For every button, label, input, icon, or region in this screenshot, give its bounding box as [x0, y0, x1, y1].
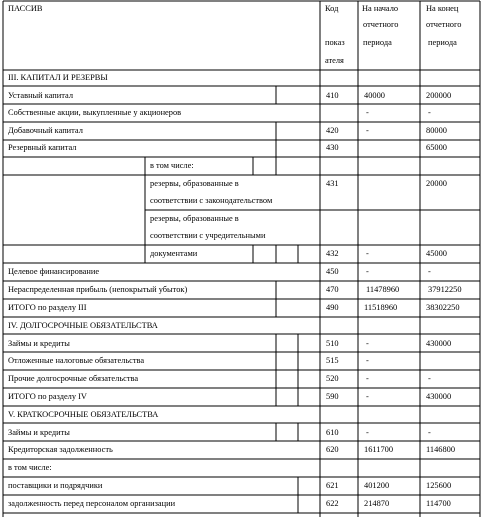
- header-start-3: периода: [363, 38, 392, 47]
- row-code: 410: [326, 91, 339, 100]
- row-end: 37912250: [428, 285, 462, 294]
- row-label: Займы и кредиты: [8, 428, 70, 437]
- row-code: 420: [326, 126, 339, 135]
- row-label-line-1: резервы, образованные в: [150, 179, 239, 188]
- row-code: 431: [326, 179, 339, 188]
- row-end: 45000: [426, 249, 447, 258]
- row-end: 65000: [426, 143, 447, 152]
- row-label: задолженность перед персоналом организации: [8, 499, 176, 508]
- row-end: 20000: [426, 179, 447, 188]
- header-code-3: ателя: [325, 56, 344, 65]
- row-end: -: [428, 108, 431, 117]
- row-start: -: [366, 428, 369, 437]
- row-start: 214870: [364, 499, 390, 508]
- row-label: Резервный капитал: [8, 143, 77, 152]
- header-code-1: Код: [325, 4, 339, 13]
- row-label: Собственные акции, выкупленные у акционеров: [8, 108, 182, 117]
- row-label: Отложенные налоговые обязательства: [8, 356, 145, 365]
- section-title-v: V. КРАТКОСРОЧНЫЕ ОБЯЗАТЕЛЬСТВА: [8, 410, 159, 419]
- row-label-line-3: документами: [150, 249, 198, 258]
- row-label: Нераспределенная прибыль (непокрытый убыток): [8, 285, 188, 294]
- row-label: поставщики и подрядчики: [8, 481, 103, 490]
- row-code: 515: [326, 356, 339, 365]
- row-code: 510: [326, 339, 339, 348]
- row-code: 430: [326, 143, 339, 152]
- row-start: 1611700: [364, 445, 394, 454]
- row-end: 1146800: [426, 445, 456, 454]
- header-end-2: отчетного: [426, 20, 462, 29]
- row-end: -: [428, 267, 431, 276]
- row-label: ИТОГО по разделу IV: [8, 392, 87, 401]
- section-title-iv: IV. ДОЛГОСРОЧНЫЕ ОБЯЗАТЕЛЬСТВА: [8, 321, 158, 330]
- row-label: Целевое финансирование: [8, 267, 100, 276]
- row-start: 11518960: [364, 303, 398, 312]
- row-start: 401200: [364, 481, 390, 490]
- row-label: Уставный капитал: [8, 91, 74, 100]
- header-start-1: На начало: [362, 4, 399, 13]
- row-label: в том числе:: [8, 463, 52, 472]
- row-end: 80000: [426, 126, 447, 135]
- row-label: Прочие долгосрочные обязательства: [8, 374, 139, 383]
- row-label: ИТОГО по разделу III: [8, 303, 87, 312]
- row-end: -: [428, 428, 431, 437]
- row-end: 38302250: [426, 303, 460, 312]
- row-end: 200000: [426, 91, 452, 100]
- row-code: 621: [326, 481, 339, 490]
- row-start: -: [366, 126, 369, 135]
- section-title-iii: III. КАПИТАЛ И РЕЗЕРВЫ: [8, 73, 108, 82]
- header-end-1: На конец: [426, 4, 459, 13]
- row-code: 470: [326, 285, 339, 294]
- row-code: 610: [326, 428, 339, 437]
- header-code-2: показ: [325, 38, 345, 47]
- header-end-3: периода: [428, 38, 457, 47]
- row-end: -: [428, 374, 431, 383]
- row-code: 432: [326, 249, 339, 258]
- row-start: 40000: [364, 91, 385, 100]
- row-start: -: [366, 267, 369, 276]
- row-end: 430000: [426, 392, 452, 401]
- row-label: Добавочный капитал: [8, 126, 83, 135]
- row-start: -: [366, 108, 369, 117]
- row-start: -: [366, 339, 369, 348]
- row-end: 125600: [426, 481, 452, 490]
- row-start: -: [366, 356, 369, 365]
- row-code: 490: [326, 303, 339, 312]
- row-start: -: [366, 392, 369, 401]
- row-start: -: [366, 374, 369, 383]
- row-label: Кредиторская задолженность: [8, 445, 113, 454]
- row-code: 450: [326, 267, 339, 276]
- header-start-2: отчетного: [363, 20, 399, 29]
- row-label-line-2: соответствии с законодательством: [150, 196, 273, 205]
- row-code: 590: [326, 392, 339, 401]
- row-start: -: [366, 249, 369, 258]
- row-label-line-2: соответствии с учредительными: [150, 231, 266, 240]
- row-label: в том числе:: [150, 161, 194, 170]
- row-code: 620: [326, 445, 339, 454]
- header-passive: ПАССИВ: [8, 4, 43, 13]
- row-code: 520: [326, 374, 339, 383]
- row-label: Займы и кредиты: [8, 339, 70, 348]
- row-end: 430000: [426, 339, 452, 348]
- row-code: 622: [326, 499, 339, 508]
- row-end: 114700: [426, 499, 451, 508]
- row-label-line-1: резервы, образованные в: [150, 214, 239, 223]
- row-start: 11478960: [366, 285, 400, 294]
